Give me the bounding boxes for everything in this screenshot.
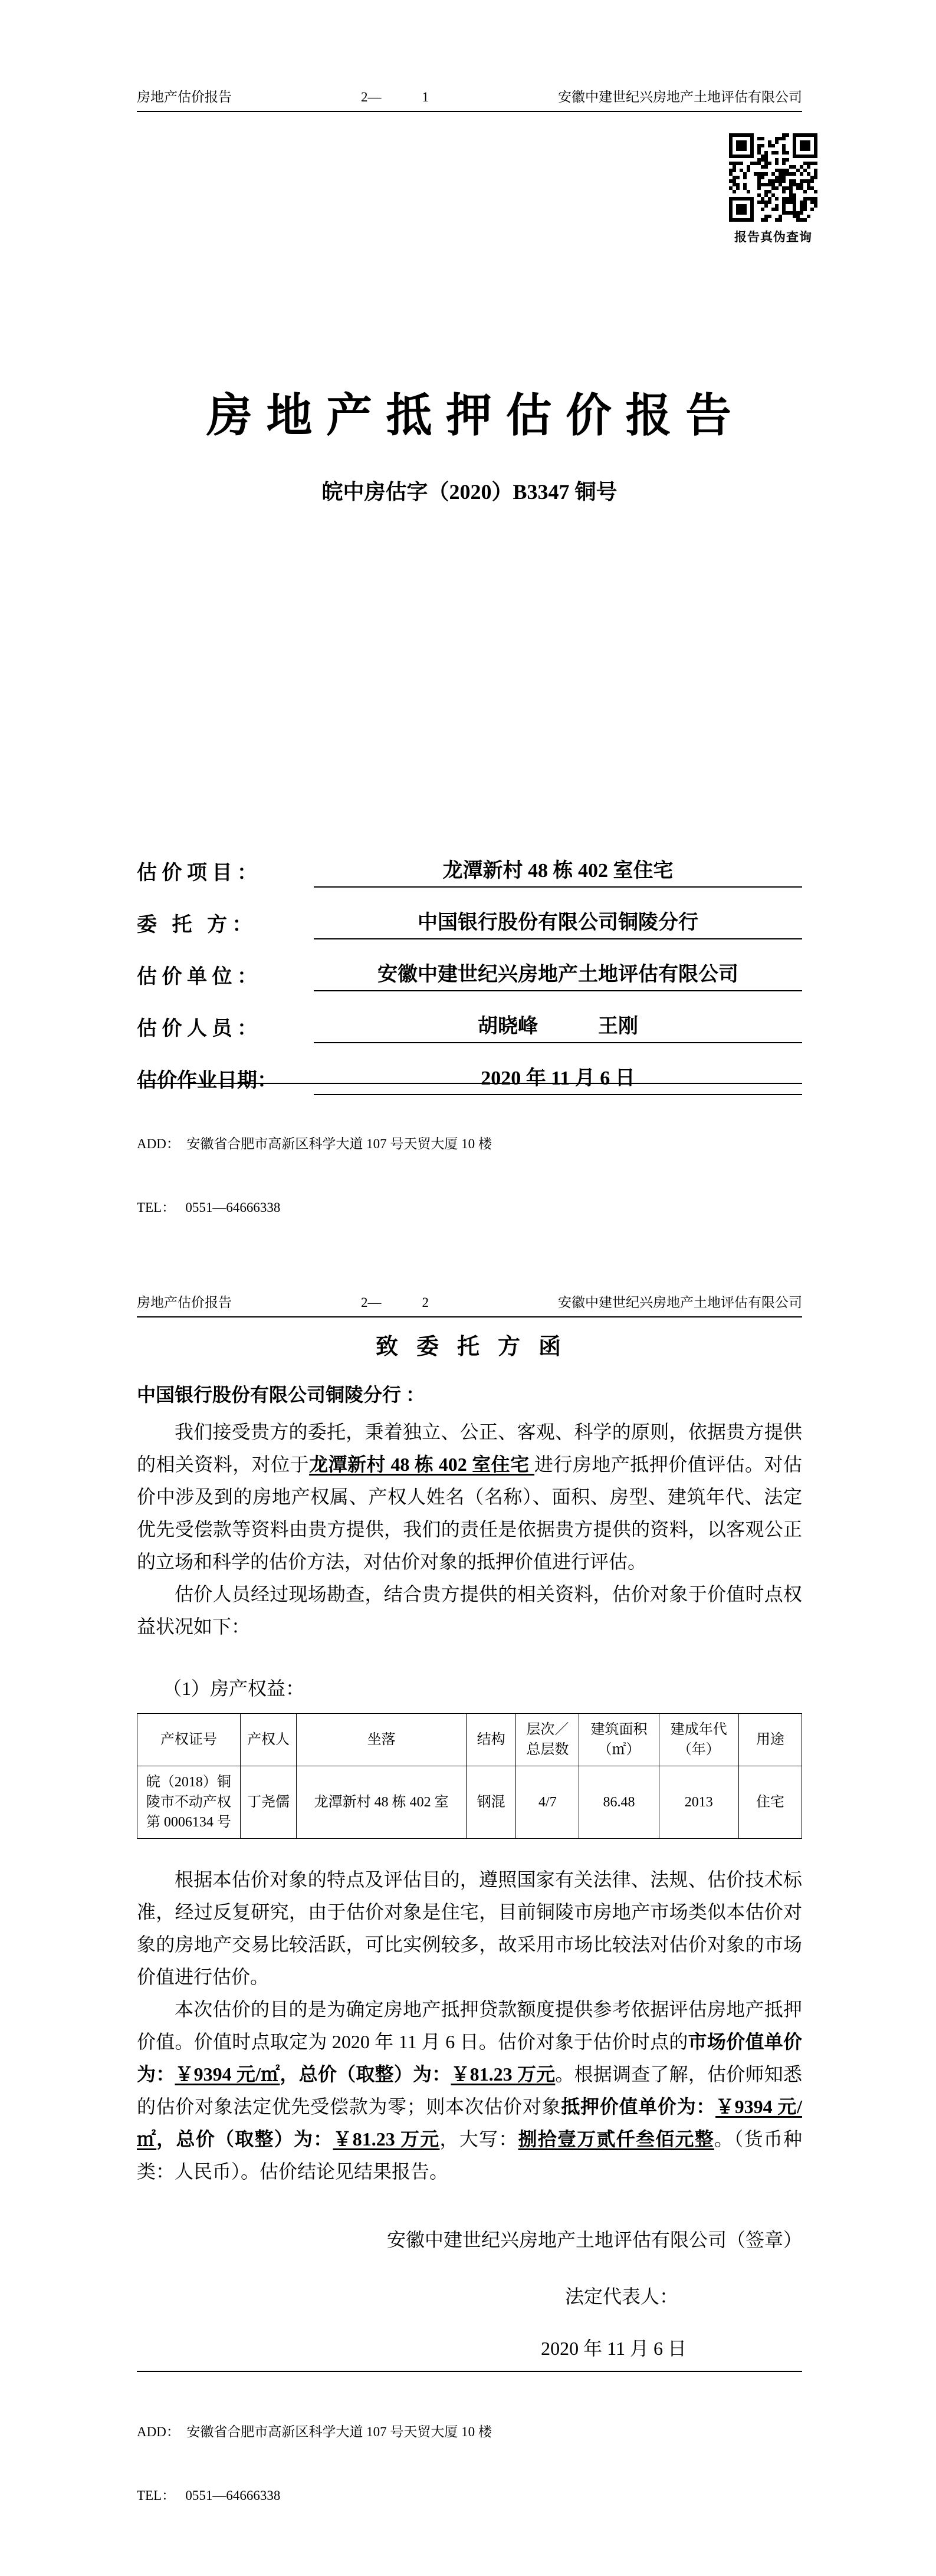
cell-owner: 丁尧儒 xyxy=(240,1766,297,1839)
header-company-name: 安徽中建世纪兴房地产土地评估有限公司 xyxy=(558,1295,802,1310)
cell-floor-area: 86.48 xyxy=(579,1766,659,1839)
qr-label: 报告真伪查询 xyxy=(734,230,812,244)
report-number: 皖中房估字（2020）B3347 铜号 xyxy=(321,480,618,504)
header-doc-type: 房地产估价报告 xyxy=(137,90,232,104)
field-label: 估 价 项 目 ： xyxy=(137,862,257,884)
col-use: 用途 xyxy=(738,1714,802,1766)
cell-floor: 4/7 xyxy=(516,1766,579,1839)
cell-structure: 钢混 xyxy=(466,1766,516,1839)
report-title: 房 地 产 抵 押 估 价 报 告 xyxy=(206,390,733,441)
field-label: 估价作业日期： xyxy=(137,1070,277,1092)
letter-salutation: 中国银行股份有限公司铜陵分行 ： xyxy=(137,1384,425,1405)
field-client xyxy=(137,909,802,939)
field-label: 估 价 人 员 ： xyxy=(137,1018,257,1040)
field-appraisal-project xyxy=(137,857,802,888)
field-value: 安徽中建世纪兴房地产土地评估有限公司 xyxy=(314,961,802,991)
col-floor-area: 建筑面积（㎡） xyxy=(579,1714,659,1766)
col-owner: 产权人 xyxy=(240,1714,297,1766)
page-footer xyxy=(137,2371,802,2549)
page-2 xyxy=(0,1288,936,2576)
paragraph-commission: 我们接受贵方的委托，秉着独立、公正、客观、科学的原则，依据贵方提供的相关资料，对位于龙潭新村 48 栋 402 室住宅 进行房地产抵押价值评估。对估价中涉及到的房地产权属、产权人姓名（名称）、面积、房型、建筑年代、法定优先受偿款等资料由贵方提供，我们的责任是依据贵方提供的资料，以客观公正的立场和科学的估价方法，对估价对象的抵押价值进行评估。 xyxy=(137,1421,802,1572)
col-location: 坐落 xyxy=(297,1714,466,1766)
footer-address: ADD： 安徽省合肥市高新区科学大道 107 号天贸大厦 10 楼 xyxy=(137,2424,492,2439)
table-header-row xyxy=(137,1714,802,1766)
cell-location: 龙潭新村 48 栋 402 室 xyxy=(297,1766,466,1839)
col-floor: 层次／总层数 xyxy=(516,1714,579,1766)
header-company-name: 安徽中建世纪兴房地产土地评估有限公司 xyxy=(558,90,802,104)
property-rights-table xyxy=(137,1713,802,1839)
header-page-number: 2— 2 xyxy=(361,1295,429,1310)
footer-phone: TEL： 0551—64666338 xyxy=(137,2488,281,2503)
cell-build-year: 2013 xyxy=(659,1766,738,1839)
field-value: 中国银行股份有限公司铜陵分行 xyxy=(314,909,802,939)
field-label: 委 托 方 ： xyxy=(137,914,252,936)
field-value: 胡晓峰 王刚 xyxy=(314,1013,802,1043)
header-page-number: 2— 1 xyxy=(361,90,429,104)
letter-title: 致 委 托 方 函 xyxy=(375,1335,563,1359)
table-row xyxy=(137,1766,802,1839)
field-value: 2020 年 11 月 6 日 xyxy=(314,1064,802,1095)
col-structure: 结构 xyxy=(466,1714,516,1766)
footer-address: ADD： 安徽省合肥市高新区科学大道 107 号天贸大厦 10 楼 xyxy=(137,1136,492,1151)
field-value: 龙潭新村 48 栋 402 室住宅 xyxy=(314,857,802,888)
col-build-year: 建成年代（年） xyxy=(659,1714,738,1766)
paragraph-valuation-result: 本次估价的目的是为确定房地产抵押贷款额度提供参考依据评估房地产抵押价值。价值时点取定为 2020 年 11 月 6 日。估价对象于估价时点的市场价值单价为：￥9394 元/㎡，总价（取整）为：￥81.23 万元。根据调查了解，估价师知悉的估价对象法定优先受偿款为零；则本次估价对象抵押价值单价为：￥9394 元/㎡，总价（取整）为：￥81.23 万元，大写：捌拾壹万贰仟叁佰元整。（货币种类：人民币）。估价结论见结果报告。 xyxy=(137,1999,802,2182)
field-label: 估 价 单 位 ： xyxy=(137,966,257,988)
signature-company: 安徽中建世纪兴房地产土地评估有限公司（签章） xyxy=(386,2229,802,2250)
header-doc-type: 房地产估价报告 xyxy=(137,1295,232,1310)
cell-use: 住宅 xyxy=(738,1766,802,1839)
col-certificate-no: 产权证号 xyxy=(137,1714,241,1766)
field-appraisers xyxy=(137,1013,802,1043)
field-appraisal-org xyxy=(137,961,802,991)
qr-code-icon xyxy=(729,133,817,222)
signature-date: 2020 年 11 月 6 日 xyxy=(541,2338,687,2359)
qr-verification-block xyxy=(721,133,825,245)
page-header xyxy=(137,1294,802,1317)
footer-phone: TEL： 0551—64666338 xyxy=(137,1200,281,1215)
page-header xyxy=(137,88,802,112)
paragraph-inspection: 估价人员经过现场勘查，结合贵方提供的相关资料，估价对象于价值时点权益状况如下： xyxy=(137,1583,802,1637)
page-footer xyxy=(137,1083,802,1261)
signature-legal-representative: 法定代表人： xyxy=(564,2286,678,2307)
paragraph-method: 根据本估价对象的特点及评估目的，遵照国家有关法律、法规、估价技术标准，经过反复研究，由于估价对象是住宅，目前铜陵市房地产市场类似本估价对象的房地产交易比较活跃，可比实例较多，故采用市场比较法对估价对象的市场价值进行估价。 xyxy=(137,1869,802,1987)
cell-certificate-no: 皖（2018）铜陵市不动产权第 0006134 号 xyxy=(137,1766,241,1839)
cover-form xyxy=(137,857,802,1095)
list-item-property-rights: （1）房产权益： xyxy=(163,1678,305,1699)
